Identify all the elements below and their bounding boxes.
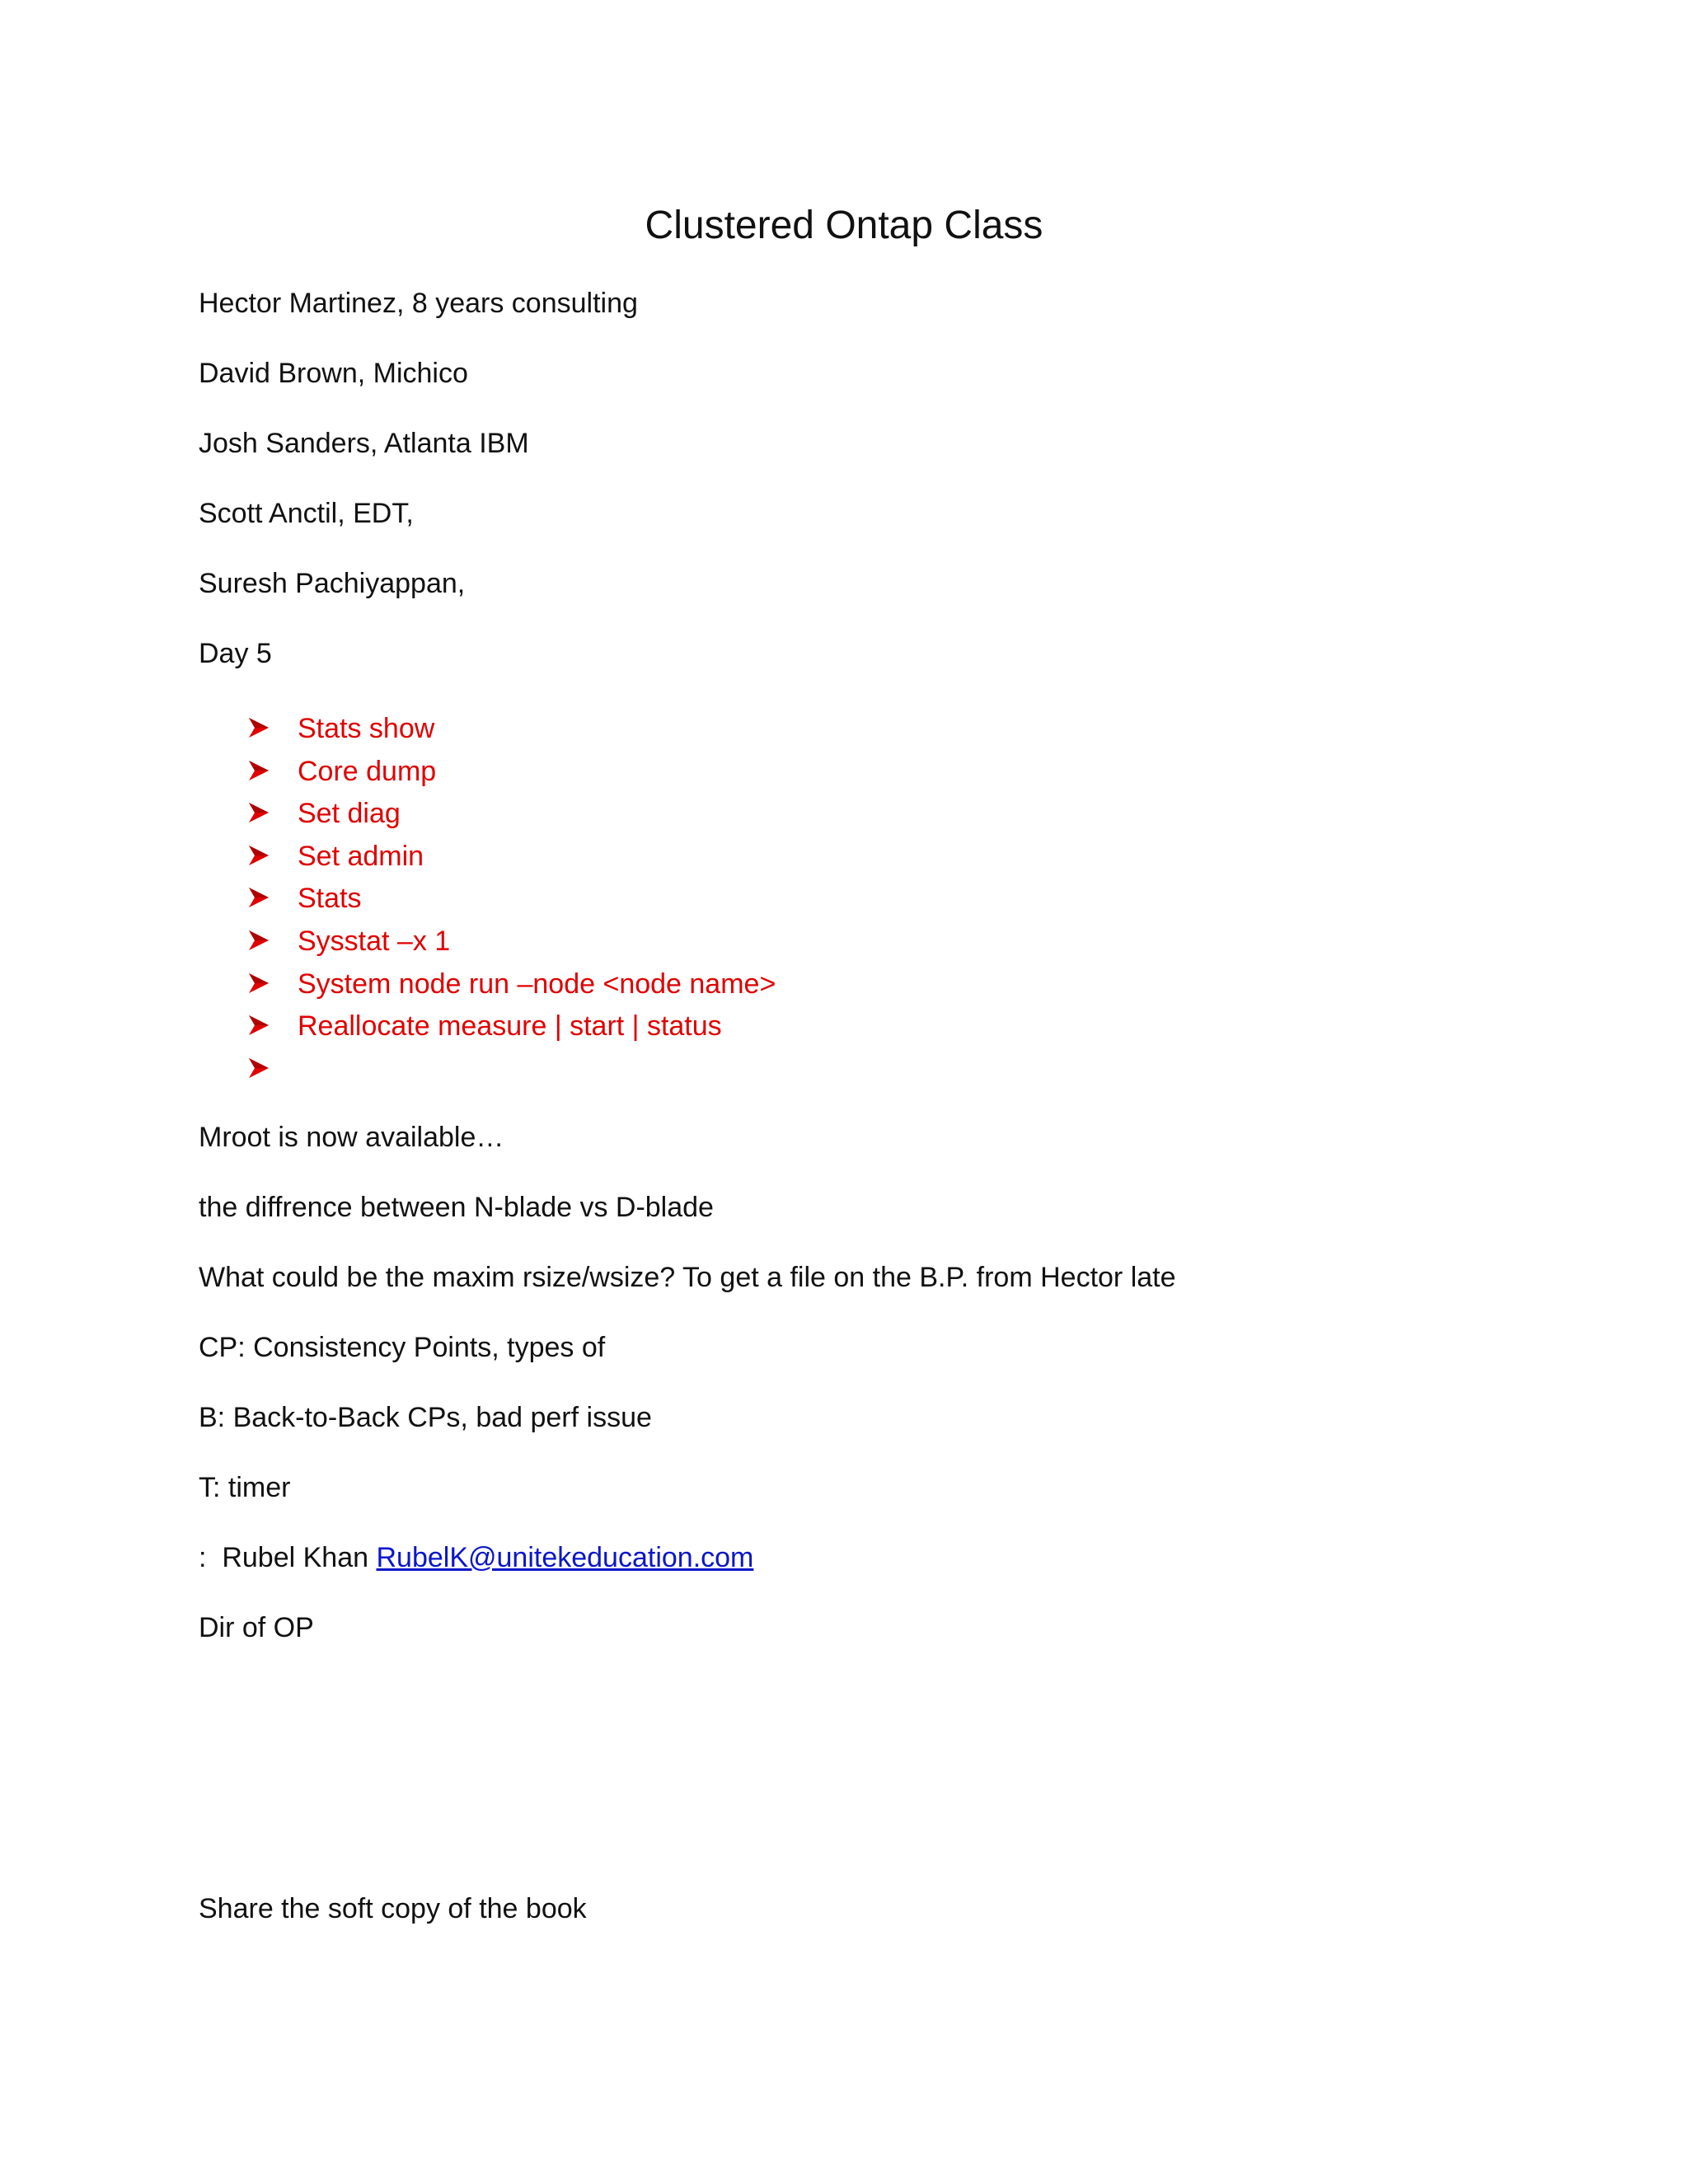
arrowhead-bullet-icon [248, 929, 270, 952]
bullet-text: System node run –node <node name> [298, 968, 776, 1000]
bullet-text: Stats [298, 883, 362, 915]
attendee-line: Suresh Pachiyappan, [199, 568, 466, 599]
note-line: T: timer [199, 1472, 291, 1503]
bullet-text: Core dump [298, 755, 437, 787]
note-line: Mroot is now available… [199, 1122, 504, 1153]
bullet-text: Set diag [298, 798, 401, 830]
arrowhead-bullet-icon [248, 972, 270, 995]
day-label: Day 5 [199, 638, 272, 669]
arrowhead-bullet-icon [248, 1014, 270, 1037]
attendee-line: Scott Anctil, EDT, [199, 498, 414, 529]
attendee-line: Josh Sanders, Atlanta IBM [199, 428, 529, 459]
note-line: What could be the maxim rsize/wsize? To get a file on the B.P. from Hector late [199, 1262, 1176, 1293]
bullet-text: Stats show [298, 713, 435, 744]
contact-email-link[interactable]: RubelK@unitekeducation.com [376, 1542, 754, 1573]
role-line: Dir of OP [199, 1612, 314, 1643]
arrowhead-bullet-icon [248, 759, 270, 782]
note-line: CP: Consistency Points, types of [199, 1332, 606, 1363]
contact-prefix: : Rubel Khan [199, 1542, 377, 1573]
arrowhead-bullet-icon [248, 801, 270, 824]
note-line: B: Back-to-Back CPs, bad perf issue [199, 1402, 652, 1433]
note-line: the diffrence between N-blade vs D-blade [199, 1192, 714, 1223]
attendee-line: David Brown, Michico [199, 358, 468, 389]
footer-note: Share the soft copy of the book [199, 1893, 587, 1924]
arrowhead-bullet-icon [248, 886, 270, 909]
document-title: Clustered Ontap Class [645, 204, 1043, 247]
arrowhead-bullet-icon [248, 716, 270, 739]
bullet-text: Set admin [298, 840, 424, 872]
bullet-text: Reallocate measure | start | status [298, 1010, 722, 1043]
arrowhead-bullet-icon [248, 1057, 270, 1080]
arrowhead-bullet-icon [248, 844, 270, 867]
contact-line [199, 1540, 753, 1576]
attendee-line: Hector Martinez, 8 years consulting [199, 288, 638, 319]
bullet-text: Sysstat –x 1 [298, 925, 451, 957]
